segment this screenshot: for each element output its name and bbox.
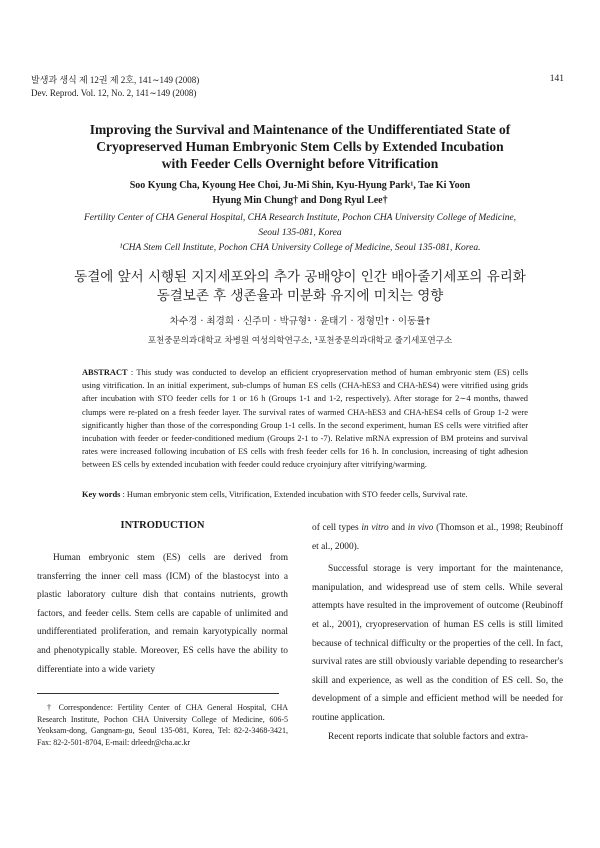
abstract-text: : This study was conducted to develop an efficient cryopreservation method of human embryonic stem (ES) cells using vitrification. In an initial experiment, sub-clumps of human ES cells (CHA-hES3 and CHA-hES4) were vitrified using grids after incubation with STO feeder cells for 1 or 16 h (Groups 1-1 and 1-2, respectively). After storage for 2∼4 months, thawed clumps were re-plated on a fresh feeder layer. The survival rates of warmed CHA-hES3 and CHA-hES4 cells of Group 1-2 were significantly higher than those of the corresponding Group 1-1 cells. In the second experiment, human ES cells were vitrified after incubation with feeder or feeder-conditioned medium (Groups 2-1 to -7). Relative mRNA expression of BM proteins and survival rates were increased following incubation of ES cells with fresh feeder cells for 16 h. In conclusion, increasing of tight adhesion between ES cells by extended incubation with feeder could reduce cryoinjury after vitrifying/warming. — [82, 368, 529, 470]
keywords-label: Key words — [82, 490, 121, 499]
korean-title-line-2: 동결보존 후 생존율과 미분화 유지에 미치는 영향 — [156, 288, 444, 304]
running-header — [31, 74, 199, 100]
intro-paragraph-1: Human embryonic stem (ES) cells are derived from transferring the inner cell mass (ICM) of the blastocyst into a plastic laboratory culture dish that contains nutrients, growth factors, and feeder cells. Stem cells are capable of unlimited and undifferentiated proliferation, and remain karyotypically normal and phenotypically stable. Moreover, ES cells have the ability to differentiate into a wide variety — [37, 553, 288, 675]
korean-title — [40, 268, 560, 306]
author-list — [40, 178, 560, 208]
abstract-label: ABSTRACT — [82, 368, 128, 377]
introduction-heading: INTRODUCTION — [120, 520, 205, 531]
page-number: 141 — [549, 74, 564, 84]
left-column — [37, 519, 288, 749]
intro-paragraph-3: Recent reports indicate that soluble factors and extra- — [328, 731, 529, 742]
korean-affiliation: 포천중문의과대학교 차병원 여성의학연구소, ¹포천중문의과대학교 줄기세포연구소 — [147, 336, 453, 346]
title-line-2: Cryopreserved Human Embryonic Stem Cells by Extended Incubation — [96, 139, 504, 154]
intro-paragraph-1-continued: of cell types in vitro and in vivo (Thomson et al., 1998; Reubinoff et al., 2000). — [312, 523, 563, 552]
authors-line-1: Soo Kyung Cha, Kyoung Hee Choi, Ju-Mi Shin, Kyu-Hyung Park¹, Tae Ki Yoon — [129, 180, 471, 191]
title-line-3: with Feeder Cells Overnight before Vitrification — [161, 156, 439, 171]
title-line-1: Improving the Survival and Maintenance of the Undifferentiated State of — [89, 122, 511, 137]
paper-title — [40, 121, 560, 172]
affiliation-line-3: ¹CHA Stem Cell Institute, Pochon CHA University College of Medicine, Seoul 135-081, Korea. — [119, 243, 481, 253]
affiliation-line-1: Fertility Center of CHA General Hospital, CHA Research Institute, Pochon CHA University College of Medicine, — [83, 213, 517, 223]
intro-paragraph-2: Successful storage is very important for the maintenance, manipulation, and widespread use of stem cells. While several attempts have resulted in the improvement of outcome (Reubinoff et al., 2001), cryopreservation of human ES cells is still limited because of technical difficulty or the properties of the cell. In fact, survival rates are still obviously variable depending to researcher's skill and experience, as well as the condition of ES cell. So, the development of a simple and efficient method will be needed for routine application. — [312, 564, 563, 723]
authors-line-2: Hyung Min Chung† and Dong Ryul Lee† — [212, 195, 388, 206]
abstract — [82, 366, 528, 472]
header-english: Dev. Reprod. Vol. 12, No. 2, 141∼149 (2008) — [31, 88, 197, 98]
affiliation-line-2: Seoul 135-081, Korea — [258, 228, 342, 238]
korean-authors: 차수경 · 최경희 · 신주미 · 박규형¹ · 윤태기 · 정형민† · 이동률† — [169, 316, 431, 327]
keywords — [82, 488, 528, 501]
correspondence-footnote: † Correspondence: Fertility Center of CHA General Hospital, CHA Research Institute, Pochon CHA University College of Medicine, 606-5 Yeoksam-dong, Gangnam-gu, Seoul 135-081, Korea, Tel: 82-2-3468-3421, Fax: 82-2-501-8704, E-mail: drleedr@cha.ac.kr — [37, 703, 288, 747]
right-column — [312, 519, 563, 746]
header-korean: 발생과 생식 제 12권 제 2호, 141∼149 (2008) — [31, 75, 200, 85]
korean-title-line-1: 동결에 앞서 시행된 지지세포와의 추가 공배양이 인간 배아줄기세포의 유리화 — [74, 269, 526, 285]
footnote-divider — [37, 693, 279, 694]
keywords-text: : Human embryonic stem cells, Vitrification, Extended incubation with STO feeder cells, Survival rate. — [122, 490, 468, 499]
affiliations — [40, 211, 560, 256]
